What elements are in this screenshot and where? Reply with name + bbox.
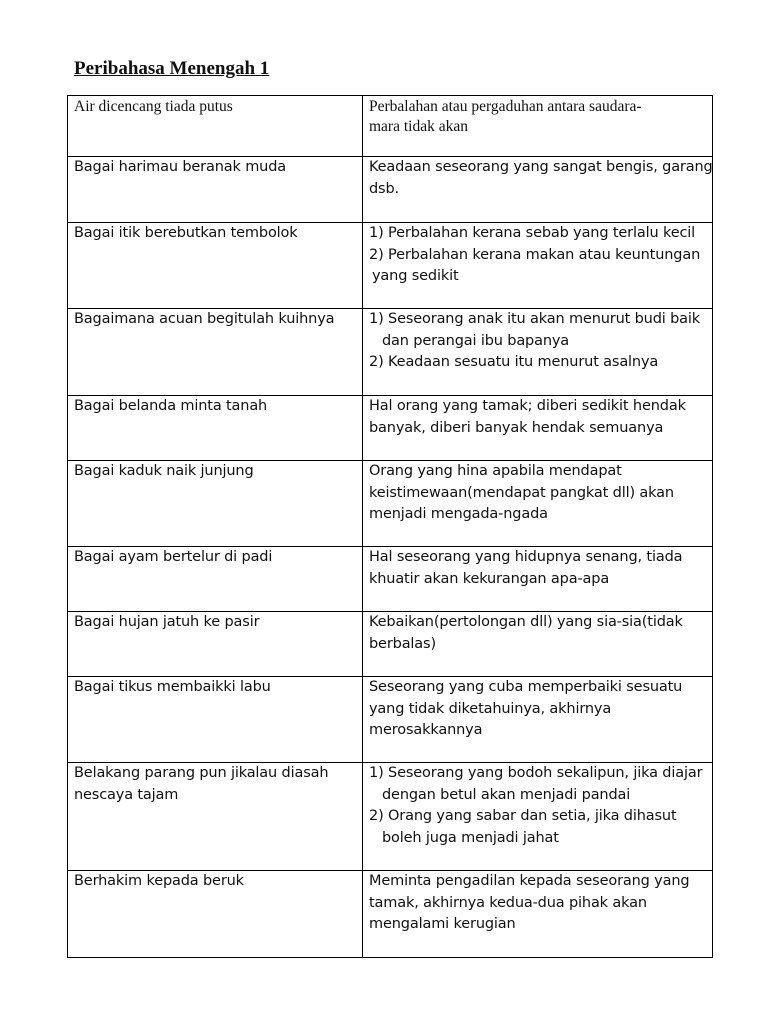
meaning-text: Kebaikan(pertolongan dll) yang sia-sia(tidak — [369, 614, 683, 630]
proverb-text: Bagaimana acuan begitulah kuihnya — [74, 311, 335, 327]
proverb-text: Bagai harimau beranak muda — [74, 159, 286, 175]
proverb-text: Bagai tikus membaikki labu — [74, 679, 271, 695]
proverb-cell — [68, 763, 363, 871]
table-row — [68, 612, 713, 677]
meaning-cell — [363, 157, 713, 223]
proverb-text: Bagai ayam bertelur di padi — [74, 549, 273, 565]
meaning-text: merosakkannya — [369, 722, 483, 738]
meaning-text: berbalas) — [369, 635, 436, 652]
proverb-cell — [68, 157, 363, 223]
meaning-text: khuatir akan kekurangan apa-apa — [369, 570, 610, 587]
table-row — [68, 396, 713, 461]
proverb-cell — [68, 396, 363, 461]
meaning-text: mara tidak akan — [369, 118, 468, 135]
meaning-text: mengalami kerugian — [369, 916, 516, 932]
proverb-cell — [68, 612, 363, 677]
meaning-text: keistimewaan(mendapat pangkat dll) akan — [369, 484, 674, 501]
proverb-text: Berhakim kepada beruk — [74, 873, 244, 889]
proverb-text: Bagai hujan jatuh ke pasir — [74, 614, 260, 630]
meaning-text: Perbalahan atau pergaduhan antara saudara- — [369, 98, 642, 115]
proverb-cell — [68, 96, 363, 157]
meaning-text: Keadaan seseorang yang sangat bengis, garang — [369, 159, 713, 175]
meaning-cell — [363, 223, 713, 309]
meaning-text: dengan betul akan menjadi pandai — [382, 786, 631, 803]
proverb-cell — [68, 871, 363, 958]
meaning-text: 1) Perbalahan kerana sebab yang terlalu kecil — [369, 225, 696, 241]
proverb-text: Air dicencang tiada putus — [74, 98, 233, 115]
meaning-text: Orang yang hina apabila mendapat — [369, 463, 622, 479]
meaning-cell — [363, 461, 713, 547]
meaning-text: menjadi mengada-ngada — [369, 506, 548, 522]
meaning-text: tamak, akhirnya kedua-dua pihak akan — [369, 894, 647, 911]
meaning-text: banyak, diberi banyak hendak semuanya — [369, 419, 664, 436]
table-row — [68, 871, 713, 958]
meaning-text: 1) Seseorang yang bodoh sekalipun, jika diajar — [369, 765, 703, 781]
proverb-text: Bagai kaduk naik junjung — [74, 463, 254, 479]
meaning-text: dan perangai ibu bapanya — [382, 332, 570, 349]
page-title: Peribahasa Menengah 1 — [74, 58, 270, 79]
meaning-text: Seseorang yang cuba memperbaiki sesuatu — [369, 679, 683, 695]
meaning-text: Meminta pengadilan kepada seseorang yang — [369, 873, 690, 889]
meaning-cell — [363, 677, 713, 763]
proverb-cell — [68, 547, 363, 612]
meaning-cell — [363, 547, 713, 612]
meaning-cell — [363, 871, 713, 958]
meaning-cell — [363, 309, 713, 396]
meaning-text: yang tidak diketahuinya, akhirnya — [369, 700, 612, 717]
meaning-text: 2) Keadaan sesuatu itu menurut asalnya — [369, 354, 659, 370]
proverb-text: Bagai belanda minta tanah — [74, 398, 268, 414]
proverb-text: Bagai itik berebutkan tembolok — [74, 225, 298, 241]
meaning-text: Hal seseorang yang hidupnya senang, tiada — [369, 549, 683, 565]
table-row — [68, 157, 713, 223]
meaning-text: 2) Orang yang sabar dan setia, jika dihasut — [369, 808, 677, 824]
meaning-text: yang sedikit — [372, 268, 459, 284]
table-row — [68, 461, 713, 547]
meaning-text: 1) Seseorang anak itu akan menurut budi baik — [369, 311, 701, 327]
meaning-text: dsb. — [369, 180, 399, 197]
proverb-cell — [68, 461, 363, 547]
table-row — [68, 309, 713, 396]
proverb-text: Belakang parang pun jikalau diasah — [74, 765, 329, 781]
proverb-text: nescaya tajam — [74, 786, 179, 803]
proverb-cell — [68, 309, 363, 396]
meaning-cell — [363, 396, 713, 461]
proverb-cell — [68, 223, 363, 309]
proverb-table — [67, 95, 713, 958]
meaning-cell — [363, 763, 713, 871]
table-row — [68, 223, 713, 309]
meaning-cell — [363, 612, 713, 677]
table-row — [68, 677, 713, 763]
meaning-text: 2) Perbalahan kerana makan atau keuntungan — [369, 246, 701, 263]
table-row — [68, 763, 713, 871]
proverb-cell — [68, 677, 363, 763]
meaning-text: Hal orang yang tamak; diberi sedikit hendak — [369, 398, 686, 414]
table-row — [68, 96, 713, 157]
table-row — [68, 547, 713, 612]
meaning-text: boleh juga menjadi jahat — [382, 829, 559, 846]
meaning-cell — [363, 96, 713, 157]
